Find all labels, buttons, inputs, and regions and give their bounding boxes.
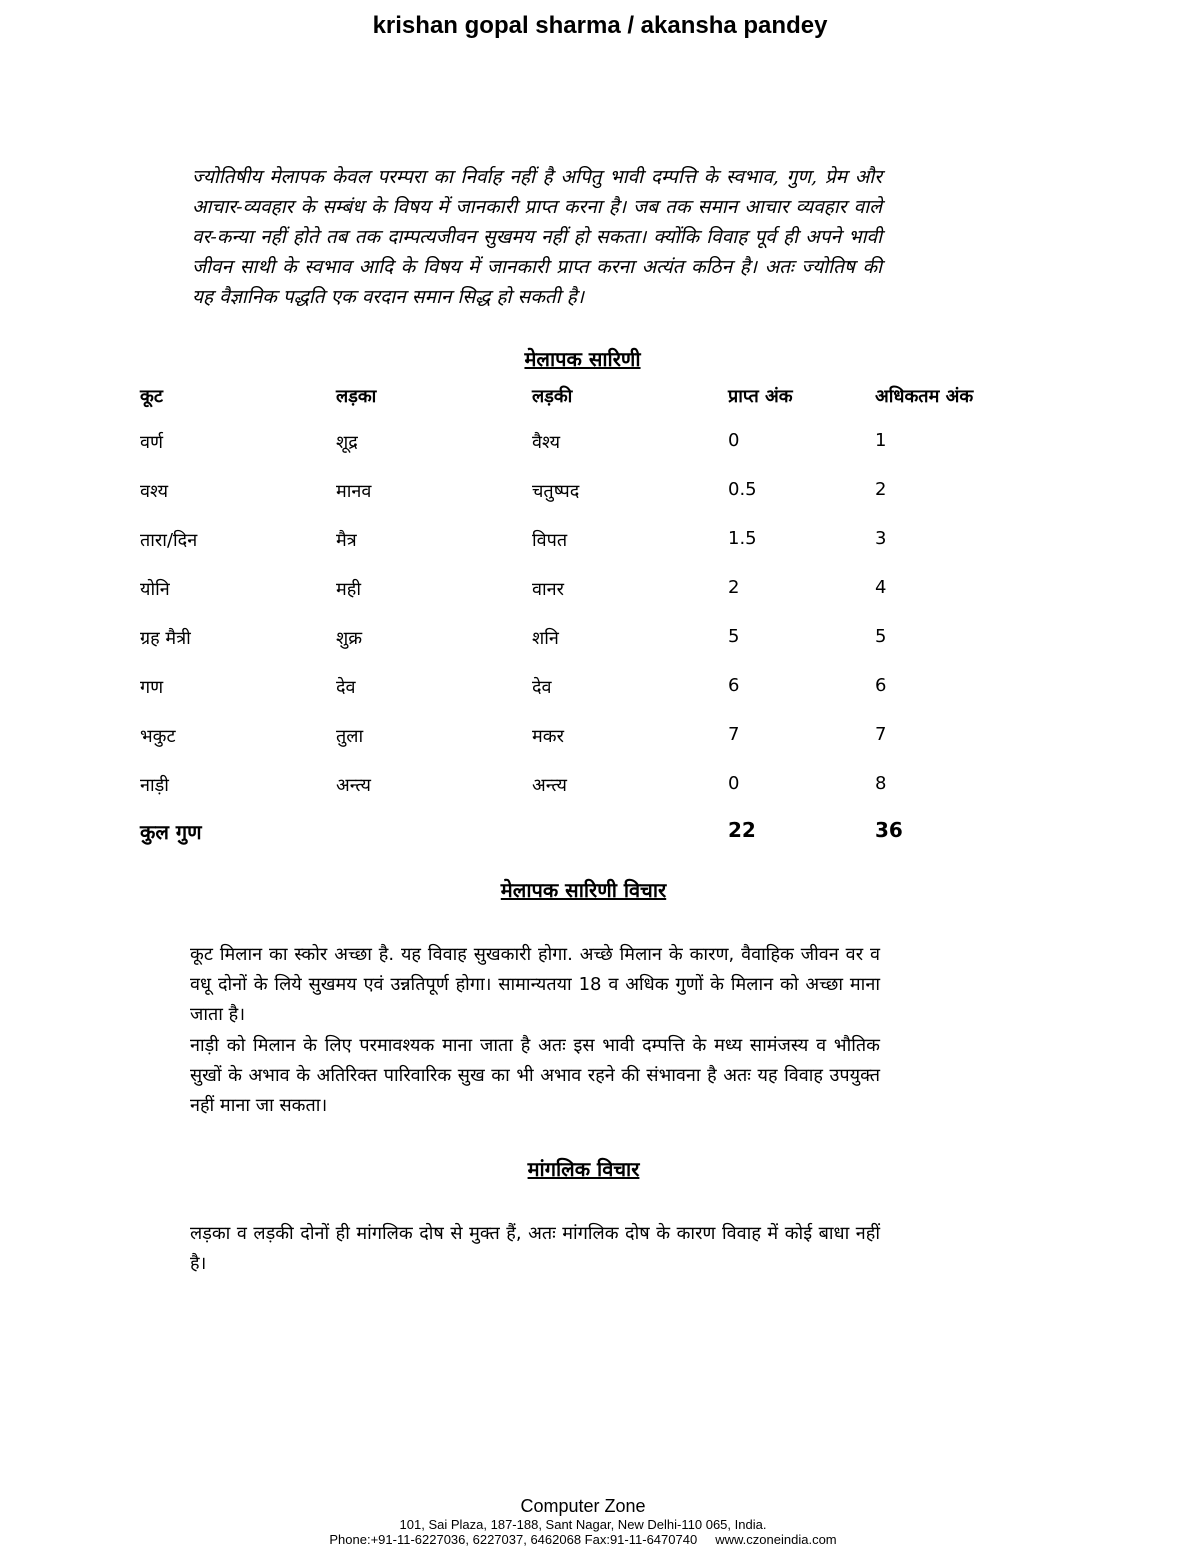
maximum-cell: 2 — [875, 479, 887, 500]
table-row — [140, 518, 1025, 567]
koot-cell: गण — [140, 677, 164, 698]
obtained-cell: 0.5 — [728, 479, 757, 500]
obtained-cell: 5 — [728, 626, 740, 647]
intro-paragraph: ज्योतिषीय मेलापक केवल परम्परा का निर्वाह नहीं है अपितु भावी दम्पत्ति के स्वभाव, गुण, प्रेम और आचार-व्यवहार के सम्बंध के विषय में जानकारी प्राप्त करना है। जब तक समान आचार व्यवहार वाले वर-कन्या नहीं होते तब तक दाम्पत्यजीवन सुखमय नहीं हो सकता। क्योंकि विवाह पूर्व ही अपने भावी जीवन साथी के स्वभाव आदि के विषय में जानकारी प्राप्त करना अत्यंत कठिन है। अतः ज्योतिष की यह वैज्ञानिक पद्धति एक वरदान समान सिद्ध हो सकती है। — [192, 166, 882, 308]
analysis-paragraph-1: कूट मिलान का स्कोर अच्छा है. यह विवाह सुखकारी होगा. अच्छे मिलान के कारण, वैवाहिक जीवन वर व वधू दोनों के लिये सुखमय एवं उन्नतिपूर्ण होगा। सामान्यतया 18 व अधिक गुणों के मिलान को अच्छा माना जाता है। — [190, 944, 880, 1025]
girl-cell: शनि — [532, 628, 559, 649]
obtained-cell: 0 — [728, 430, 740, 451]
obtained-cell: 2 — [728, 577, 740, 598]
maximum-cell: 8 — [875, 773, 887, 794]
boy-cell: शुक्र — [336, 628, 363, 649]
table-row — [140, 763, 1025, 812]
total-obtained: 22 — [728, 818, 756, 842]
girl-cell: अन्त्य — [532, 775, 567, 796]
girl-cell: विपत — [532, 530, 568, 551]
milan-table — [140, 380, 1025, 861]
koot-cell: नाड़ी — [140, 775, 169, 796]
girl-cell: देव — [532, 677, 552, 698]
column-header-obtained: प्राप्त अंक — [728, 386, 793, 407]
boy-cell: मही — [336, 579, 361, 600]
analysis-paragraph-2: नाड़ी को मिलान के लिए परमावश्यक माना जाता है अतः इस भावी दम्पत्ति के मध्य सामंजस्य व भौतिक सुखों के अभाव के अतिरिक्त पारिवारिक सुख का भी अभाव रहने की संभावना है अतः यह विवाह उपयुक्त नहीं माना जा सकता। — [190, 1035, 880, 1116]
table-row — [140, 616, 1025, 665]
girl-cell: वैश्य — [532, 432, 561, 453]
obtained-cell: 6 — [728, 675, 740, 696]
table-row — [140, 420, 1025, 469]
total-empty-cell — [532, 812, 728, 861]
manglik-paragraph: लड़का व लड़की दोनों ही मांगलिक दोष से मुक्त हैं, अतः मांगलिक दोष के कारण विवाह में कोई बाधा नहीं है। — [190, 1223, 880, 1274]
boy-cell: मानव — [336, 481, 372, 502]
footer-company-name: Computer Zone — [520, 1496, 646, 1516]
table-row — [140, 714, 1025, 763]
total-row — [140, 812, 1025, 861]
maximum-cell: 1 — [875, 430, 887, 451]
obtained-cell: 7 — [728, 724, 740, 745]
girl-cell: वानर — [532, 579, 565, 600]
koot-cell: योनि — [140, 579, 170, 600]
column-header-koot: कूट — [140, 386, 163, 407]
column-header-girl: लड़की — [532, 386, 573, 407]
boy-cell: शूद्र — [336, 432, 358, 453]
total-empty-cell — [336, 812, 532, 861]
koot-cell: ग्रह मैत्री — [140, 628, 191, 649]
analysis-title: मेलापक सारिणी विचार — [500, 878, 667, 902]
maximum-cell: 4 — [875, 577, 887, 598]
footer-contact: Phone:+91-11-6227036, 6227037, 6462068 Fax:91-11-6470740 www.czoneindia.com — [329, 1532, 837, 1547]
koot-cell: वश्य — [140, 481, 169, 502]
footer-address: 101, Sai Plaza, 187-188, Sant Nagar, New Delhi-110 065, India. — [399, 1517, 767, 1532]
manglik-title: मांगलिक विचार — [527, 1157, 640, 1181]
maximum-cell: 7 — [875, 724, 887, 745]
obtained-cell: 1.5 — [728, 528, 757, 549]
column-header-maximum: अधिकतम अंक — [875, 386, 974, 407]
total-label: कुल गुण — [140, 820, 202, 844]
table-row — [140, 469, 1025, 518]
maximum-cell: 5 — [875, 626, 887, 647]
boy-cell: मैत्र — [336, 530, 357, 551]
column-header-boy: लड़का — [336, 386, 377, 407]
girl-cell: मकर — [532, 726, 564, 747]
maximum-cell: 3 — [875, 528, 887, 549]
table-header-row — [140, 380, 1025, 420]
girl-cell: चतुष्पद — [532, 481, 580, 502]
boy-cell: देव — [336, 677, 356, 698]
koot-cell: भकुट — [140, 726, 176, 747]
obtained-cell: 0 — [728, 773, 740, 794]
total-maximum: 36 — [875, 818, 903, 842]
koot-cell: तारा/दिन — [140, 530, 198, 551]
boy-cell: तुला — [336, 726, 364, 747]
table-title: मेलापक सारिणी — [524, 347, 641, 371]
table-row — [140, 567, 1025, 616]
page-title: krishan gopal sharma / akansha pandey — [372, 12, 828, 39]
table-row — [140, 665, 1025, 714]
maximum-cell: 6 — [875, 675, 887, 696]
boy-cell: अन्त्य — [336, 775, 371, 796]
koot-cell: वर्ण — [140, 432, 164, 453]
